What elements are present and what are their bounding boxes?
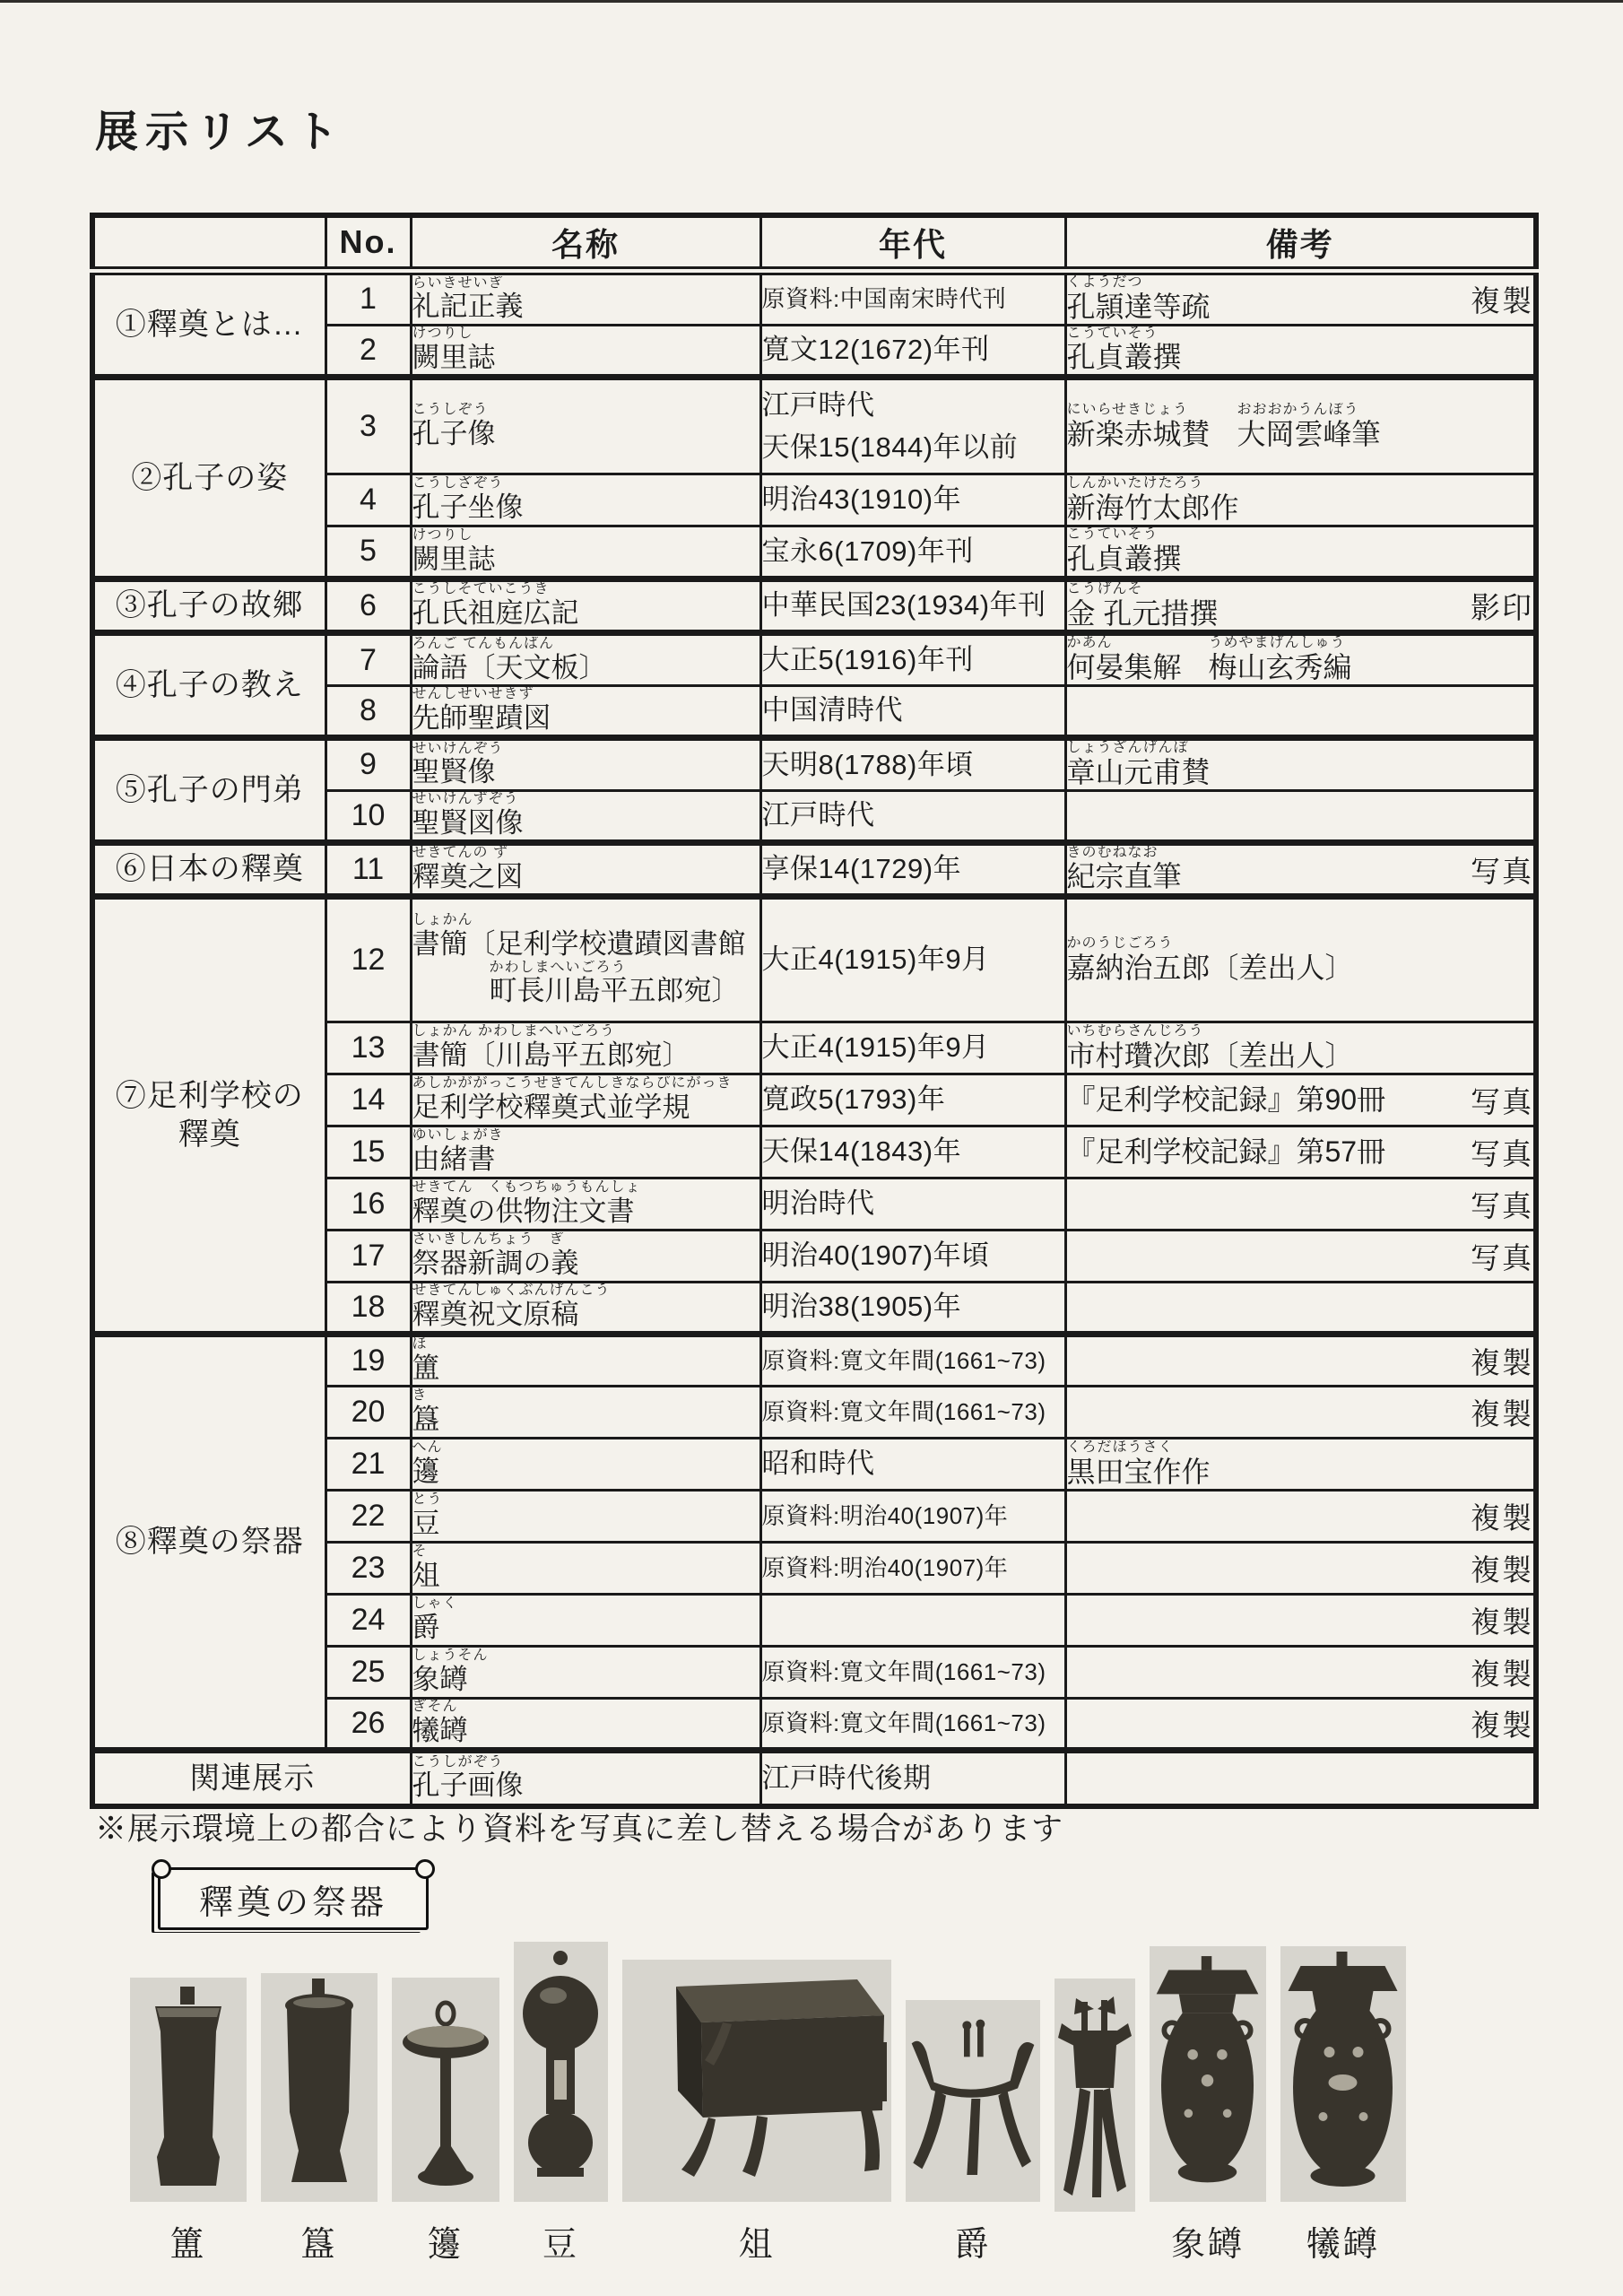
- era-cell: 明治40(1907)年頃: [760, 1231, 1065, 1283]
- vessel-label: 豆: [542, 2226, 579, 2264]
- row-no: 16: [325, 1178, 411, 1231]
- table-row: [92, 578, 1536, 633]
- remarks-cell: いちむらさんじろう 市村瓚次郎〔差出人〕: [1065, 1022, 1536, 1074]
- item-name-cell: ろんご てんもんばん 論語〔天文板〕: [411, 633, 760, 686]
- vessel-label: 爵: [954, 2226, 992, 2264]
- vessel-gallery: [130, 1942, 1406, 2266]
- vessel-label: 犧罇: [1306, 2226, 1380, 2264]
- header-no: No.: [325, 215, 411, 271]
- table-row: [92, 1335, 1536, 1387]
- remarks-cell: しょうざんげんぽ 章山元甫賛: [1065, 737, 1536, 790]
- vessel-photo: [392, 1978, 499, 2202]
- era-cell: 原資料:寛文年間(1661~73): [760, 1335, 1065, 1387]
- footnote: ※展示環境上の都合により資料を写真に差し替える場合があります: [95, 1812, 1064, 1847]
- category-cell: ⑥日本の釋奠: [92, 842, 325, 897]
- header-era: 年代: [760, 215, 1065, 271]
- item-name-cell: とう 豆: [411, 1491, 760, 1543]
- era-cell: 原資料:寛文年間(1661~73): [760, 1387, 1065, 1439]
- small-jue-vessel-image: [1055, 1979, 1135, 2212]
- remarks-cell: 複製: [1065, 1335, 1536, 1387]
- gallery-item: [622, 1960, 891, 2266]
- item-name-cell: こうしそていこうき 孔氏祖庭広記: [411, 578, 760, 633]
- gallery-item: [1150, 1946, 1266, 2266]
- remarks-cell: こうていそう 孔貞叢撰: [1065, 325, 1536, 378]
- row-no: 10: [325, 790, 411, 842]
- table-row: [92, 271, 1536, 325]
- table-row: [92, 737, 1536, 790]
- row-no: 24: [325, 1595, 411, 1647]
- row-no: 22: [325, 1491, 411, 1543]
- category-cell: ⑤孔子の門弟: [92, 737, 325, 842]
- exhibit-table: [90, 213, 1539, 1809]
- row-no: 25: [325, 1647, 411, 1699]
- era-cell: 享保14(1729)年: [760, 842, 1065, 897]
- era-cell: 天明8(1788)年頃: [760, 737, 1065, 790]
- era-cell: [760, 1595, 1065, 1647]
- vessel-label: 籩: [427, 2226, 464, 2264]
- era-cell: 明治43(1910)年: [760, 474, 1065, 526]
- era-cell: 江戸時代後期: [760, 1751, 1065, 1806]
- vessel-photo: [514, 1942, 608, 2202]
- era-cell: 大正5(1916)年刊: [760, 633, 1065, 686]
- row-no: 3: [325, 378, 411, 474]
- vessel-label: 俎: [738, 2226, 776, 2264]
- gallery-item: [392, 1978, 499, 2266]
- remarks-cell: こうていそう 孔貞叢撰: [1065, 526, 1536, 579]
- item-name-cell: けつりし 闕里誌: [411, 526, 760, 579]
- era-cell: 原資料:寛文年間(1661~73): [760, 1699, 1065, 1751]
- era-cell: 江戸時代 天保15(1844)年以前: [760, 378, 1065, 474]
- vessel-label: [1055, 2226, 1135, 2266]
- table-header-row: [92, 215, 1536, 271]
- item-name-cell: へん 籩: [411, 1439, 760, 1491]
- remarks-cell: [1065, 1283, 1536, 1335]
- era-cell: 寛政5(1793)年: [760, 1074, 1065, 1126]
- category-cell: ④孔子の教え: [92, 633, 325, 738]
- row-no: 13: [325, 1022, 411, 1074]
- row-no: 19: [325, 1335, 411, 1387]
- remarks-cell: 複製: [1065, 1543, 1536, 1595]
- era-cell: 宝永6(1709)年刊: [760, 526, 1065, 579]
- vessel-photo: [1280, 1946, 1406, 2202]
- era-cell: 中華民国23(1934)年刊: [760, 578, 1065, 633]
- fu-vessel-image: [130, 1978, 247, 2202]
- remarks-cell: 『足利学校記録』第57冊 写真: [1065, 1126, 1536, 1178]
- row-no: 23: [325, 1543, 411, 1595]
- era-cell: 中国清時代: [760, 685, 1065, 737]
- remarks-cell: かのうじごろう 嘉納治五郎〔差出人〕: [1065, 897, 1536, 1022]
- item-name-cell: あしかががっこうせきてんしきならびにがっき 足利学校釋奠式並学規: [411, 1074, 760, 1126]
- remarks-cell: くようだつ 孔頴達等疏 複製: [1065, 271, 1536, 325]
- tou-vessel-image: [514, 1942, 608, 2202]
- row-no: 26: [325, 1699, 411, 1751]
- row-no: 20: [325, 1387, 411, 1439]
- vessel-label: 象罇: [1170, 2226, 1245, 2264]
- row-no: 4: [325, 474, 411, 526]
- remarks-cell: かあん 何晏集解 うめやまげんしゅう 梅山玄秀編: [1065, 633, 1536, 686]
- ki-vessel-image: [261, 1973, 378, 2202]
- table-row: [92, 633, 1536, 686]
- table-row: [92, 378, 1536, 474]
- row-no: 15: [325, 1126, 411, 1178]
- item-name-cell: せきてん くもつちゅうもんしょ 釋奠の供物注文書: [411, 1178, 760, 1231]
- row-no: 17: [325, 1231, 411, 1283]
- item-name-cell: けつりし 闕里誌: [411, 325, 760, 378]
- so-vessel-image: [622, 1960, 891, 2202]
- item-name-cell: そ 俎: [411, 1543, 760, 1595]
- row-no: 18: [325, 1283, 411, 1335]
- item-name-cell: こうしざぞう 孔子坐像: [411, 474, 760, 526]
- category-cell: ①釋奠とは…: [92, 271, 325, 378]
- item-name-cell: しゃく 爵: [411, 1595, 760, 1647]
- remarks-cell: 複製: [1065, 1491, 1536, 1543]
- item-name-cell: ぎそん 犧罇: [411, 1699, 760, 1751]
- table-row: [92, 842, 1536, 897]
- row-no: 2: [325, 325, 411, 378]
- item-name-cell: ゆいしょがき 由緒書: [411, 1126, 760, 1178]
- remarks-cell: きのむねなお 紀宗直筆 写真: [1065, 842, 1536, 897]
- gallery-banner: [158, 1867, 429, 1930]
- item-name-cell: こうしぞう 孔子像: [411, 378, 760, 474]
- era-cell: 天保14(1843)年: [760, 1126, 1065, 1178]
- vessel-label: 簠: [169, 2226, 207, 2264]
- remarks-cell: しんかいたけたろう 新海竹太郎作: [1065, 474, 1536, 526]
- item-name-cell: せんしせいせきず 先師聖蹟図: [411, 685, 760, 737]
- gallery-item: [130, 1978, 247, 2266]
- item-name-cell: さいきしんちょう ぎ 祭器新調の義: [411, 1231, 760, 1283]
- era-cell: 明治38(1905)年: [760, 1283, 1065, 1335]
- item-name-cell: こうしがぞう 孔子画像: [411, 1751, 760, 1806]
- remarks-cell: [1065, 1751, 1536, 1806]
- era-cell: 寛文12(1672)年刊: [760, 325, 1065, 378]
- header-name: 名称: [411, 215, 760, 271]
- category-cell: ②孔子の姿: [92, 378, 325, 579]
- remarks-cell: 複製: [1065, 1647, 1536, 1699]
- table-row: [92, 897, 1536, 1022]
- gallery-item: [261, 1973, 378, 2266]
- row-no: 9: [325, 737, 411, 790]
- item-name-cell: せきてんしゅくぶんげんこう 釋奠祝文原稿: [411, 1283, 760, 1335]
- header-remarks: 備考: [1065, 215, 1536, 271]
- gallery-item: [1280, 1946, 1406, 2266]
- remarks-cell: 写真: [1065, 1178, 1536, 1231]
- shouson-vessel-image: [1150, 1946, 1266, 2202]
- era-cell: 原資料:寛文年間(1661~73): [760, 1647, 1065, 1699]
- item-name-cell: ほ 簠: [411, 1335, 760, 1387]
- era-cell: 大正4(1915)年9月: [760, 1022, 1065, 1074]
- remarks-cell: にいらせきじょう 新楽赤城賛 おおおかうんぽう 大岡雲峰筆: [1065, 378, 1536, 474]
- category-cell: ⑧釋奠の祭器: [92, 1335, 325, 1751]
- row-no: 14: [325, 1074, 411, 1126]
- remarks-cell: [1065, 790, 1536, 842]
- vessel-photo: [906, 2000, 1040, 2202]
- remarks-cell: 複製: [1065, 1699, 1536, 1751]
- era-cell: 明治時代: [760, 1178, 1065, 1231]
- page-title: 展示リスト: [95, 109, 346, 157]
- item-name-cell: せきてんの ず 釋奠之図: [411, 842, 760, 897]
- vessel-photo: [1150, 1946, 1266, 2202]
- row-no: 5: [325, 526, 411, 579]
- row-no: 21: [325, 1439, 411, 1491]
- remarks-cell: くろだほうさく 黒田宝作作: [1065, 1439, 1536, 1491]
- vessel-photo: [261, 1973, 378, 2202]
- shaku-vessel-image: [906, 2000, 1040, 2202]
- row-no: 1: [325, 271, 411, 325]
- era-cell: 昭和時代: [760, 1439, 1065, 1491]
- remarks-cell: こうげんそ 金 孔元措撰 影印: [1065, 578, 1536, 633]
- gallery-banner-label: 釋奠の祭器: [198, 1883, 387, 1922]
- row-no: 6: [325, 578, 411, 633]
- item-name-cell: しょかん 書簡〔足利学校遺蹟図書館 かわしまへいごろう 町長川島平五郎宛〕: [411, 897, 760, 1022]
- remarks-cell: 写真: [1065, 1231, 1536, 1283]
- gallery-item: [1055, 1979, 1135, 2266]
- item-name-cell: らいきせいぎ 礼記正義: [411, 271, 760, 325]
- scan-edge-line: [0, 0, 1623, 3]
- remarks-cell: 『足利学校記録』第90冊 写真: [1065, 1074, 1536, 1126]
- item-name-cell: せいけんずぞう 聖賢図像: [411, 790, 760, 842]
- era-cell: 江戸時代: [760, 790, 1065, 842]
- era-cell: 原資料:明治40(1907)年: [760, 1543, 1065, 1595]
- gison-vessel-image: [1280, 1946, 1406, 2202]
- vessel-photo: [1055, 1979, 1135, 2212]
- row-no: 12: [325, 897, 411, 1022]
- era-cell: 原資料:明治40(1907)年: [760, 1491, 1065, 1543]
- header-category: [92, 215, 325, 271]
- remarks-cell: [1065, 685, 1536, 737]
- remarks-cell: 複製: [1065, 1387, 1536, 1439]
- gallery-item: [514, 1942, 608, 2266]
- vessel-photo: [130, 1978, 247, 2202]
- hen-vessel-image: [392, 1978, 499, 2202]
- era-cell: 大正4(1915)年9月: [760, 897, 1065, 1022]
- remarks-cell: 複製: [1065, 1595, 1536, 1647]
- item-name-cell: せいけんぞう 聖賢像: [411, 737, 760, 790]
- category-cell: ⑦足利学校の 釋奠: [92, 897, 325, 1335]
- row-no: 7: [325, 633, 411, 686]
- row-no: 8: [325, 685, 411, 737]
- item-name-cell: き 簋: [411, 1387, 760, 1439]
- related-label-cell: 関連展示: [92, 1751, 411, 1806]
- era-cell: 原資料:中国南宋時代刊: [760, 271, 1065, 325]
- item-name-cell: しょうそん 象罇: [411, 1647, 760, 1699]
- item-name-cell: しょかん かわしまへいごろう 書簡〔川島平五郎宛〕: [411, 1022, 760, 1074]
- table-row-related: [92, 1751, 1536, 1806]
- vessel-label: 簋: [300, 2226, 338, 2264]
- category-cell: ③孔子の故郷: [92, 578, 325, 633]
- gallery-item: [906, 2000, 1040, 2266]
- row-no: 11: [325, 842, 411, 897]
- vessel-photo: [622, 1960, 891, 2202]
